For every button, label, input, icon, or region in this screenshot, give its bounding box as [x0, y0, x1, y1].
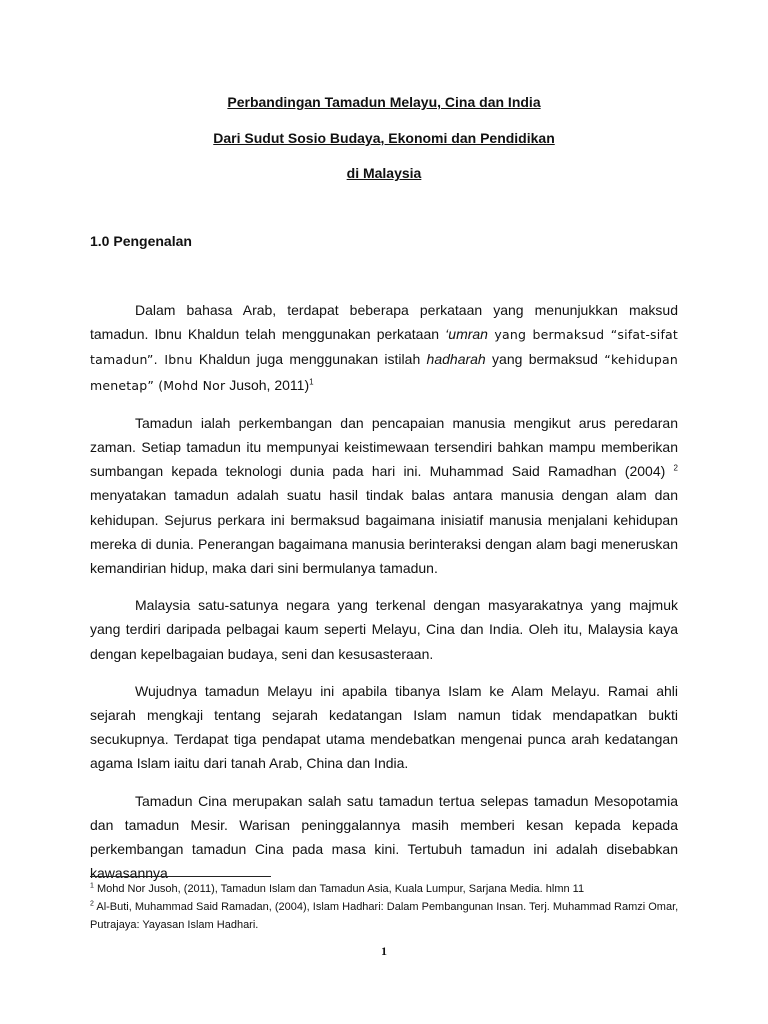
footnote-ref-2[interactable]: 2 — [673, 463, 678, 473]
footnote-1 — [90, 880, 680, 898]
footnote-ref-1[interactable]: 1 — [309, 376, 314, 386]
footnote-2-text: Al-Buti, Muhammad Said Ramadan, (2004), Islam Hadhari: Dalam Pembangunan Insan. Terj. Muhammad Ramzi Omar, Putrajaya: Yayasan Islam Hadhari. — [90, 901, 679, 931]
footnote-divider — [90, 876, 271, 877]
document-title-line-3: di Malaysia — [346, 165, 422, 181]
footnote-2-number: 2 — [90, 900, 94, 908]
paragraph-1-text-g: “kehidupan menetap” (Mohd Nor — [90, 352, 678, 393]
document-body — [90, 298, 678, 898]
footnotes — [90, 880, 680, 934]
document-title-line-2: Dari Sudut Sosio Budaya, Ekonomi dan Pendidikan — [213, 130, 555, 146]
paragraph-1 — [90, 298, 678, 398]
section-heading: 1.0 Pengenalan — [90, 233, 192, 249]
paragraph-1-text-h: Jusoh, 2011) — [225, 376, 310, 393]
paragraph-1-term-hadharah: hadharah — [426, 351, 486, 368]
paragraph-1-text-a: Dalam bahasa Arab, terdapat beberapa perkataan yang menunjukkan maksud tamadun. Ibnu Khaldun telah menggunakan perkataan — [90, 302, 678, 343]
paragraph-5: Tamadun Cina merupakan salah satu tamadun tertua selepas tamadun Mesopotamia dan tamadun Mesir. Warisan peninggalannya masih memberi kesan kepada kepada perkembangan tamadun Cina pada masa kini. Tertubuh tamadun ini adalah disebabkan kawasannya — [90, 792, 678, 882]
paragraph-1-text-f: yang bermaksud — [485, 351, 605, 368]
paragraph-1-text-d: Khaldun juga menggunakan istilah — [192, 351, 427, 368]
footnote-2 — [90, 898, 680, 934]
paragraph-1-term-umran: ‘umran — [445, 326, 488, 343]
footnote-1-number: 1 — [90, 882, 94, 890]
paragraph-3: Malaysia satu-satunya negara yang terkenal dengan masyarakatnya yang majmuk yang terdiri daripada pelbagai kaum seperti Melayu, Cina dan India. Oleh itu, Malaysia kaya dengan kepelbagaian budaya, seni dan kesusasteraan. — [90, 597, 678, 662]
paragraph-2 — [90, 411, 678, 580]
page-number: 1 — [381, 944, 387, 958]
document-title-line-1: Perbandingan Tamadun Melayu, Cina dan India — [227, 94, 541, 110]
paragraph-4: Wujudnya tamadun Melayu ini apabila tibanya Islam ke Alam Melayu. Ramai ahli sejarah mengkaji tentang sejarah kedatangan Islam namun tidak mendapatkan bukti secukupnya. Terdapat tiga pendapat utama mendebatkan mengenai punca arah kedatangan agama Islam iaitu dari tanah Arab, China dan India. — [90, 682, 678, 772]
footnote-1-text: Mohd Nor Jusoh, (2011), Tamadun Islam dan Tamadun Asia, Kuala Lumpur, Sarjana Media. hlmn 11 — [93, 883, 585, 895]
paragraph-2-text-a: Tamadun ialah perkembangan dan pencapaian manusia mengikut arus peredaran zaman. Setiap tamadun itu mempunyai keistimewaan tersendiri bahkan mampu memberikan sumbangan kepada teknologi dunia pada hari ini. Muhammad Said Ramadhan (2004) — [90, 414, 678, 480]
paragraph-1-text-c: yang bermaksud “sifat-sifat tamadun”. Ibnu — [90, 327, 679, 368]
paragraph-2-text-b: menyatakan tamadun adalah suatu hasil tindak balas antara manusia dengan alam dan kehidupan. Sejurus perkara ini bermaksud bagaimana inisiatif manusia menjalani kehidupan mereka di dunia. Penerangan bagaimana manusia berinteraksi dengan alam bagi meneruskan kemandirian hidup, maka dari sini bermulanya tamadun. — [90, 487, 678, 577]
